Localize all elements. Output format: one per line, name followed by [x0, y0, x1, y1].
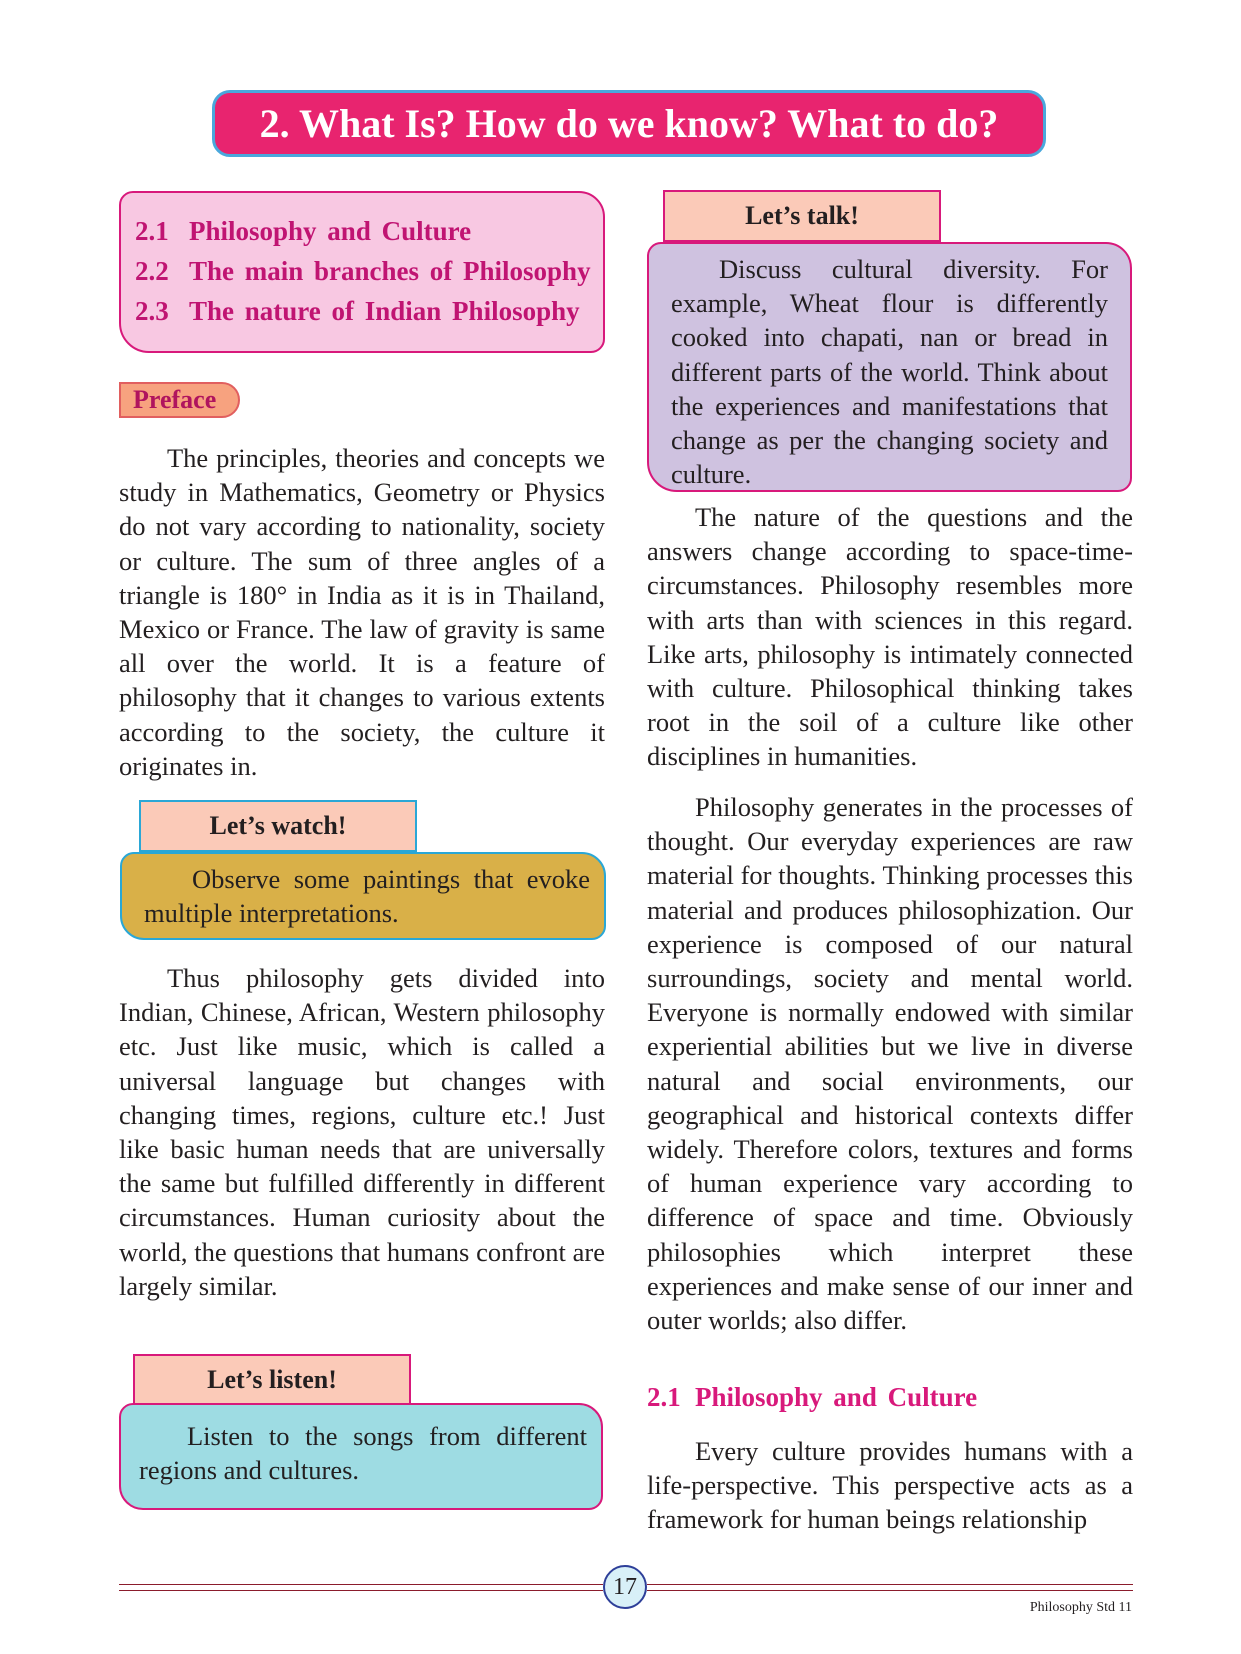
- body-paragraph: Every culture provides humans with a life-perspective. This perspective acts as a framework for human beings relationship: [647, 1436, 1133, 1535]
- toc-item-label: The nature of Indian Philosophy: [189, 296, 580, 326]
- lets-talk-tab: Let’s talk!: [663, 190, 941, 242]
- body-paragraph: Philosophy generates in the processes of thought. Our everyday experiences are raw material for thoughts. Thinking processes this material and produces philosophization. Our experience is composed of our natural surroundings, society and mental world. Everyone is normally endowed with similar experiential abilities but we live in diverse natural and social environments, our geographical and historical contexts differ widely. Therefore colors, textures and forms of human experience vary according to difference of space and time. Obviously philosophies which interpret these experiences and make sense of our inner and outer worlds; also differ.: [647, 792, 1133, 1336]
- section-heading: [647, 1382, 977, 1413]
- lets-watch-tab: Let’s watch!: [139, 800, 417, 852]
- section-heading-label: Philosophy and Culture: [695, 1382, 978, 1412]
- toc-item-label: Philosophy and Culture: [189, 216, 472, 246]
- footer-rule: [647, 1584, 1133, 1585]
- toc-item-number: 2.2: [135, 256, 169, 286]
- preface-label: Preface: [119, 382, 240, 418]
- footer-book-title: Philosophy Std 11: [1029, 1600, 1132, 1615]
- toc-item-label: The main branches of Philosophy: [189, 256, 591, 286]
- preface-paragraph: The principles, theories and concepts we study in Mathematics, Geometry or Physics do not vary according to nationality, society or culture. The sum of three angles of a triangle is 180° in India as it is in Thailand, Mexico or France. The law of gravity is same all over the world. It is a feature of philosophy that it changes to various extents according to the society, the culture it originates in.: [119, 443, 605, 781]
- footer-rule: [119, 1584, 603, 1585]
- lets-watch-box: Observe some paintings that evoke multiple interpretations.: [120, 852, 606, 940]
- footer-rule: [647, 1590, 1133, 1591]
- body-paragraph: Thus philosophy gets divided into Indian, Chinese, African, Western philosophy etc. Just like music, which is called a universal language but changes with changing times, regions, culture etc.! Just like basic human needs that are universally the same but fulfilled differently in different circumstances. Human curiosity about the world, the questions that humans confront are largely similar.: [119, 963, 605, 1301]
- lets-talk-box: Discuss cultural diversity. For example, Wheat flour is differently cooked into chapati, nan or bread in different parts of the world. Think about the experiences and manifestations that change as per the changing society and culture.: [647, 242, 1132, 492]
- toc-item-number: 2.3: [135, 296, 169, 326]
- footer-rule: [119, 1590, 603, 1591]
- page-number: 17: [603, 1565, 647, 1609]
- chapter-title: 2. What Is? How do we know? What to do?: [212, 90, 1046, 157]
- toc-item-number: 2.1: [135, 216, 169, 246]
- chapter-contents-box: [119, 191, 605, 353]
- lets-listen-box: Listen to the songs from different regions and cultures.: [119, 1403, 603, 1510]
- toc-item: [135, 251, 591, 291]
- toc-item: [135, 291, 591, 331]
- section-heading-number: 2.1: [647, 1382, 681, 1412]
- toc-item: [135, 211, 591, 251]
- lets-listen-tab: Let’s listen!: [133, 1354, 411, 1406]
- body-paragraph: The nature of the questions and the answers change according to space-time-circumstances. Philosophy resembles more with arts than with sciences in this regard. Like arts, philosophy is intimately connected with culture. Philosophical thinking takes root in the soil of a culture like other disciplines in humanities.: [647, 502, 1133, 772]
